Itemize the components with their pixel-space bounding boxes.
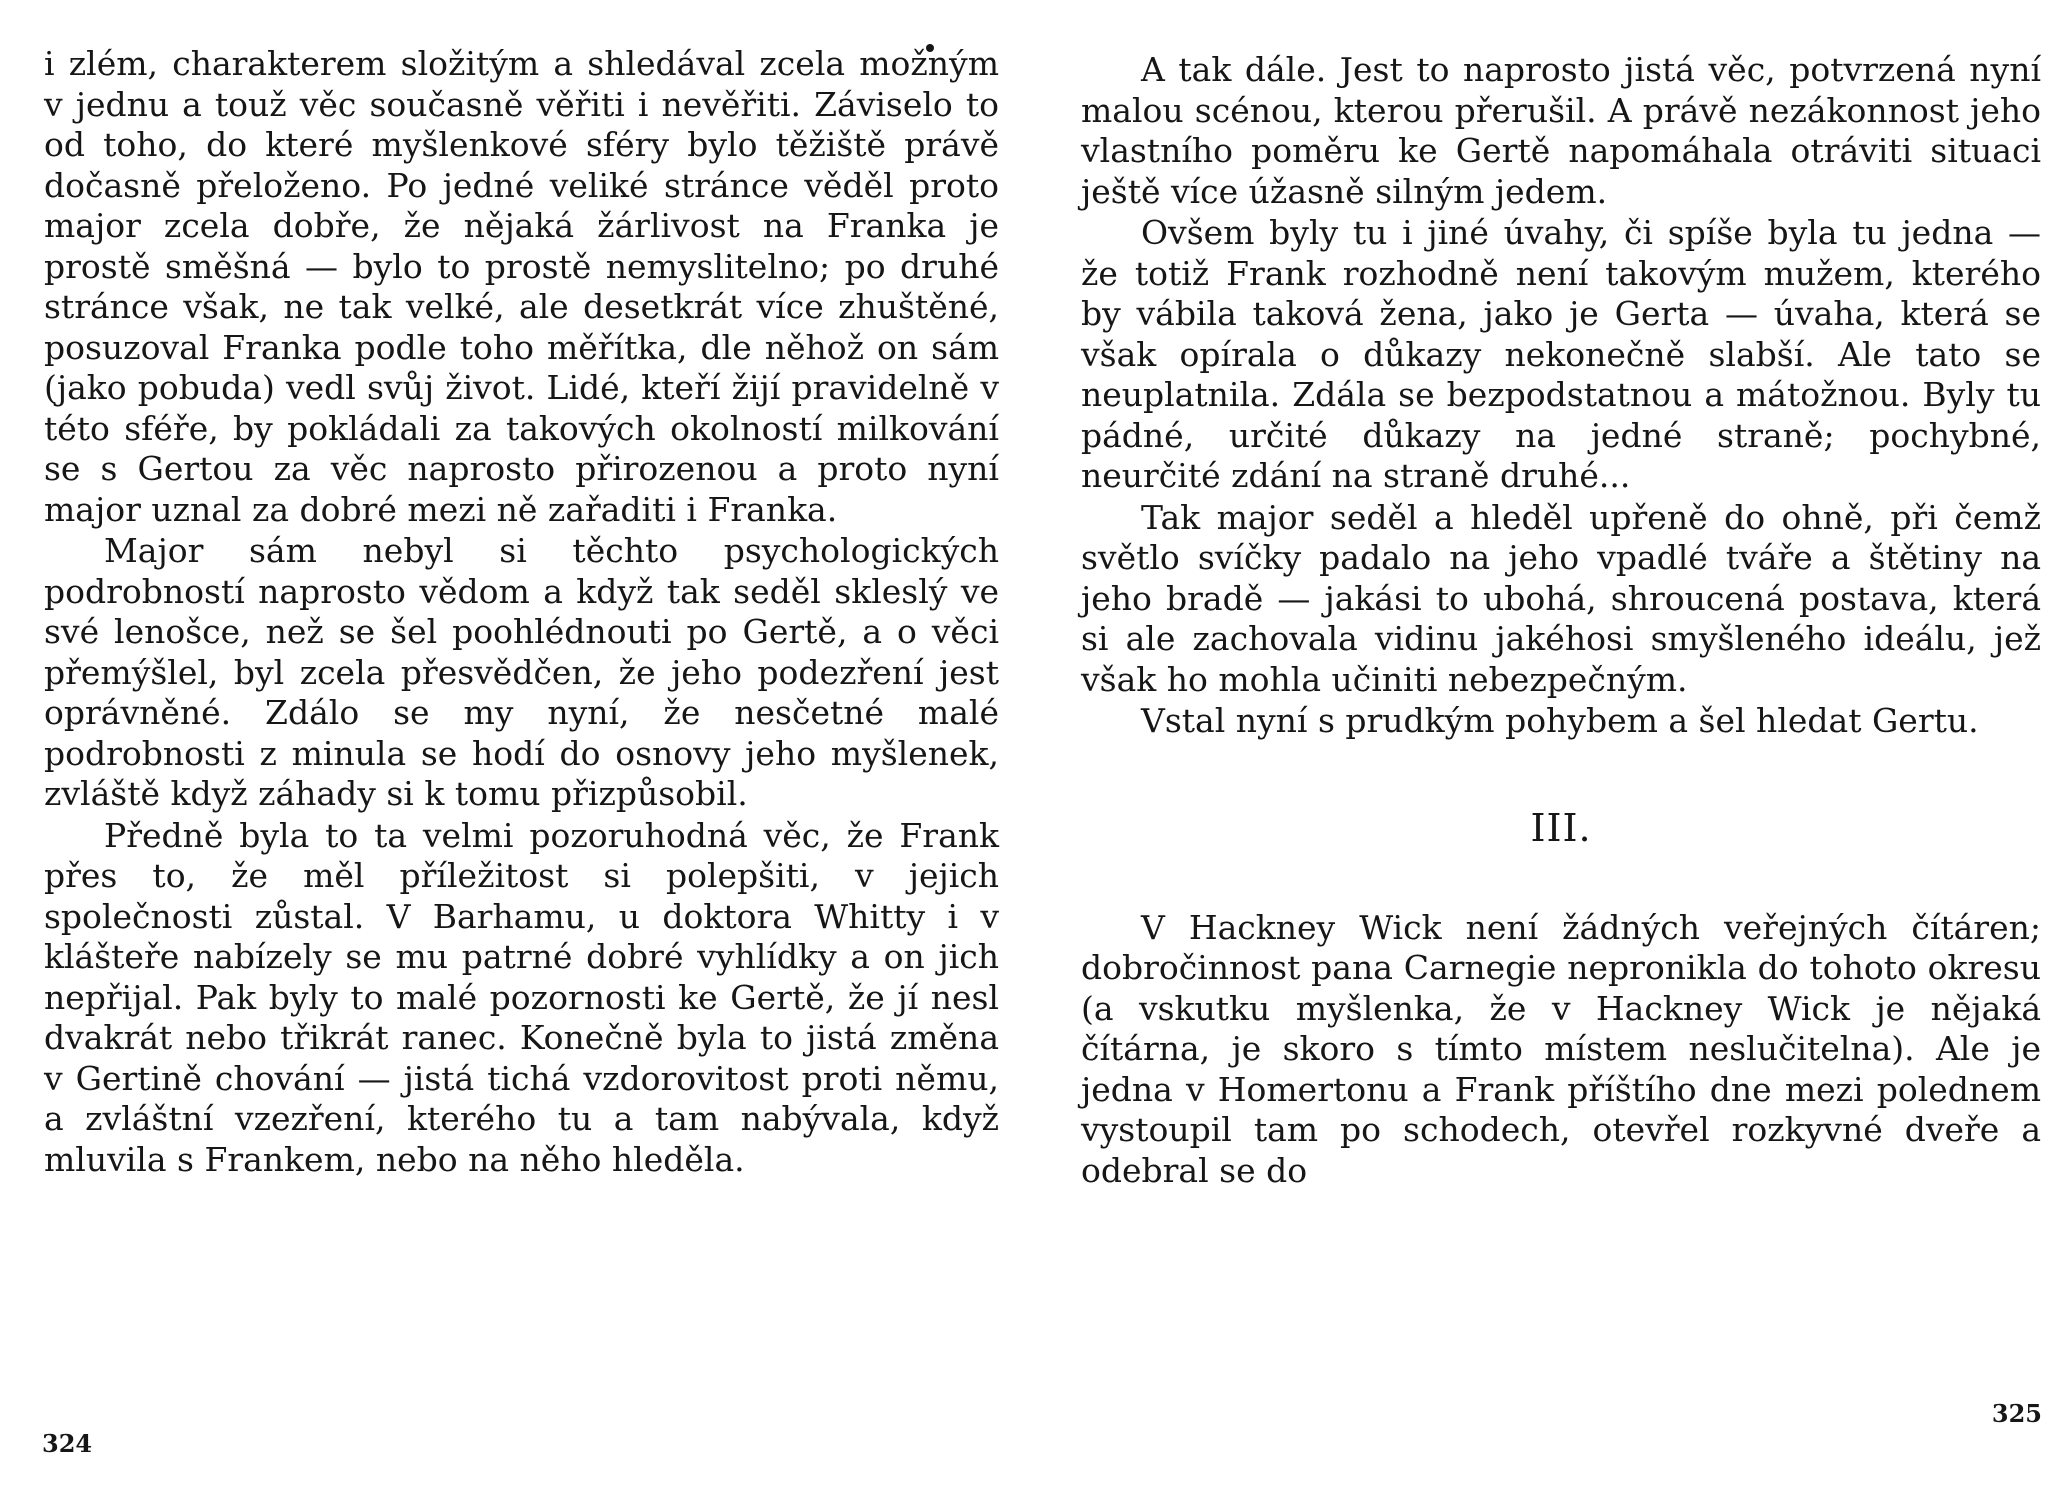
paragraph: Předně byla to ta velmi pozoruhodná věc, že Frank přes to, že měl příležitost si polepšiti, v jejich společnosti zůstal. V Barhamu, u doktora Whitty i v klášteře nabízely se mu patrné dobré vyhlídky a on jich nepřijal. Pak byly to malé pozornosti ke Gertě, že jí nesl dvakrát nebo třikrát ranec. Konečně byla to jistá změna v Gertině chování — jistá tichá vzdorovitost proti němu, a zvláštní vzezření, kterého tu a tam nabývala, když mluvila s Frankem, nebo na něho hleděla. bbox=[44, 815, 999, 1179]
chapter-heading: III. bbox=[1530, 805, 1592, 850]
paragraph: Ovšem byly tu i jiné úvahy, či spíše byla tu jedna — že totiž Frank rozhodně není takovým mužem, kterého by vábila taková žena, jako je Gerta — úvaha, která se však opírala o důkazy nekonečně slabší. Ale tato se neuplatnila. Zdála se bezpodstatnou a mátožnou. Byly tu pádné, určité důkazy na jedné straně; pochybné, neurčité zdání na straně druhé... bbox=[1081, 213, 2041, 495]
page-number: 324 bbox=[42, 1429, 93, 1458]
paragraph: Major sám nebyl si těchto psychologických podrobností naprosto vědom a když tak seděl skleslý ve své lenošce, než se šel poohlédnouti po Gertě, a o věci přemýšlel, byl zcela přesvědčen, že jeho podezření jest oprávněné. Zdálo se my nyní, že nesčetné malé podrobnosti z minula se hodí do osnovy jeho myšlenek, zvláště když záhady si k tomu přizpůsobil. bbox=[44, 531, 999, 813]
left-text-column bbox=[44, 44, 999, 1180]
paragraph: V Hackney Wick není žádných veřejných čítáren; dobročinnost pana Carnegie nepronikla do tohoto okresu (a vskutku myšlenka, že v Hackney Wick je nějaká čítárna, je skoro s tímto místem neslučitelna). Ale je jedna v Homertonu a Frank příštího dne mezi polednem vystoupil tam po schodech, otevřel rozkyvné dveře a odebral se do bbox=[1081, 907, 2041, 1190]
right-page bbox=[1036, 0, 2072, 1500]
page-number: 325 bbox=[1991, 1399, 2042, 1428]
paragraph: Tak major seděl a hleděl upřeně do ohně, při čemž světlo svíčky padalo na jeho vpadlé tváře a štětiny na jeho bradě — jakási to ubohá, shroucená postava, která si ale zachovala vidinu jakéhosi smyšleného ideálu, jež však ho mohla učiniti nebezpečným. bbox=[1081, 497, 2041, 699]
paragraph: Vstal nyní s prudkým pohybem a šel hledat Gertu. bbox=[1141, 701, 1979, 740]
paragraph: A tak dále. Jest to naprosto jistá věc, potvrzená nyní malou scénou, kterou přerušil. A právě nezákonnost jeho vlastního poměru ke Gertě napomáhala otráviti situaci ještě více úžasně silným jedem. bbox=[1081, 50, 2041, 211]
paragraph: i zlém, charakterem složitým a shledával zcela možným v jednu a touž věc současně věřiti i nevěřiti. Záviselo to od toho, do které myšlenkové sféry bylo těžiště právě dočasně přeloženo. Po jedné veliké stránce věděl proto major zcela dobře, že nějaká žárlivost na Franka je prostě směšná — bylo to prostě nemyslitelno; po druhé stránce však, ne tak velké, ale desetkrát více zhuštěné, posuzoval Franka podle toho měřítka, dle něhož on sám (jako pobuda) vedl svůj život. Lidé, kteří žijí pravidelně v této sféře, by pokládali za takových okolností milkování se s Gertou za věc naprosto přirozenou a proto nyní major uznal za dobré mezi ně zařaditi i Franka. bbox=[44, 44, 999, 529]
right-text-column bbox=[1081, 50, 2041, 1191]
